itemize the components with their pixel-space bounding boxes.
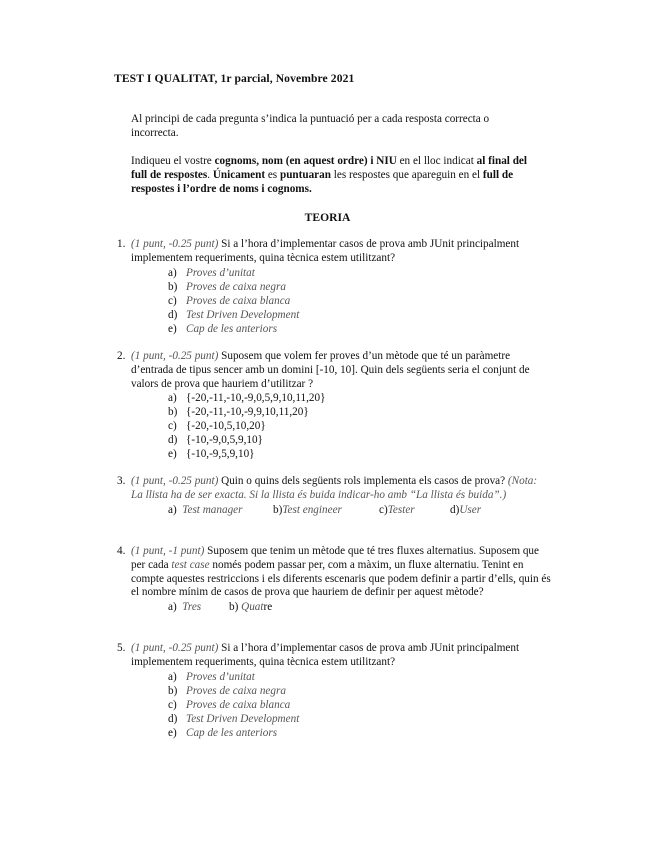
question-5 [117,642,551,741]
option-e: e) Cap de les anteriors [168,726,278,739]
section-title: TEORIA [304,211,351,224]
option-b: b)Test engineer [273,503,342,516]
document-title: TEST I QUALITAT, 1r parcial, Novembre 2021 [114,72,355,85]
options-list [131,392,551,462]
option-d: d) Test Driven Development [168,712,300,725]
question-4 [117,545,551,615]
option-a: a) Tres [168,601,202,614]
option-c: c) {-20,-10,5,10,20} [168,420,266,433]
option-a: a) Test manager [168,503,243,516]
question-number: 3. [117,475,126,487]
question-text-emphasis: test case [171,558,210,571]
question-points: (1 punt, -0.25 punt) [131,475,219,487]
option-a: a) {-20,-11,-10,-9,0,5,9,10,11,20} [168,392,326,405]
options-row [168,504,551,518]
intro-paragraph-2: Indiqueu el vostre cognoms, nom (en aquest ordre) i NIU en el lloc indicat al final del full de respostes. Únicament es puntuaran les respostes que apareguin en el full de respostes i l’ordre de noms i cognoms. [131,155,527,195]
option-d: d) Test Driven Development [168,308,300,321]
option-b: b) Quatre [229,601,273,614]
question-text: Si a l’hora d’implementar casos de prova amb JUnit principalment implementem requeriments, quina tècnica estem utilitzant? [131,642,520,668]
question-1 [117,238,551,337]
option-d: d)User [450,503,482,516]
question-number: 4. [117,545,126,557]
question-number: 2. [117,350,126,362]
question-text-continued: només podem passar per, com a màxim, un fluxe alternatiu. Tenint en compte aquestes restriccions i els diferents escenaris que podem definir a partir d’ells, quin és el nombre mínim de casos de prova que hauriem de definir per aquest mètode? [131,558,551,599]
option-d: d) {-10,-9,0,5,9,10} [168,434,263,447]
question-2 [117,350,551,462]
option-a: a) Proves d’unitat [168,266,255,279]
option-c: c) Proves de caixa blanca [168,698,291,711]
options-list [131,671,551,741]
option-e: e) Cap de les anteriors [168,322,278,335]
option-c: c)Tester [379,503,415,516]
option-a: a) Proves d’unitat [168,670,255,683]
question-text: Suposem que volem fer proves d’un mètode que té un paràmetre d’entrada de tipus sencer amb un domini [-10, 10]. Quin dels següents seria el conjunt de valors de prova que hauriem d’utilitzar ? [131,350,530,390]
option-b: b) Proves de caixa negra [168,280,286,293]
question-3 [117,475,551,517]
question-text: Quin o quins dels següents rols implementa els casos de prova? [218,475,508,487]
option-b: b) {-20,-11,-10,-9,9,10,11,20} [168,406,309,419]
question-text: Si a l’hora d’implementar casos de prova amb JUnit principalment implementem requeriments, quina tècnica estem utilitzant? [131,238,520,264]
question-note: (Nota: La llista ha de ser exacta. Si la llista és buida indicar-ho amb “La llista és buida”.) [131,475,538,501]
question-points: (1 punt, -0.25 punt) [131,642,219,654]
question-number: 1. [117,238,126,250]
question-points: (1 punt, -0.25 punt) [131,350,219,362]
option-e: e) {-10,-9,5,9,10} [168,448,255,461]
question-points: (1 punt, -1 punt) [131,545,205,557]
question-text: Suposem que tenim un mètode que té tres fluxes alternatius. Suposem que per cada [131,545,539,571]
options-list [131,267,551,337]
question-number: 5. [117,642,126,654]
option-b: b) Proves de caixa negra [168,684,286,697]
question-points: (1 punt, -0.25 punt) [131,238,219,250]
intro-paragraph-1: Al principi de cada pregunta s’indica la puntuació per a cada resposta correcta o incorrecta. [131,113,490,139]
options-row [168,601,551,615]
option-c: c) Proves de caixa blanca [168,294,291,307]
